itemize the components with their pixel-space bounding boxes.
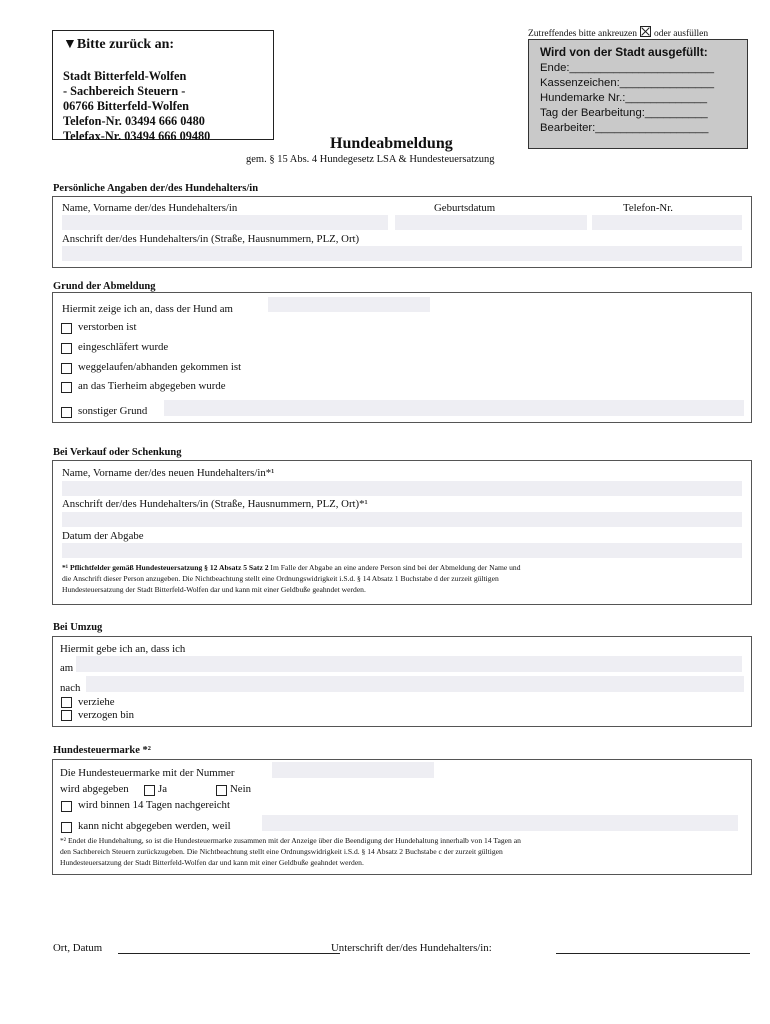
new-owner-field[interactable] — [62, 481, 742, 496]
other-reason-checkbox[interactable] — [61, 407, 72, 418]
phone-label: Telefon-Nr. — [623, 202, 673, 214]
office-row: Kassenzeichen:_______________ — [540, 77, 714, 89]
birthdate-field[interactable] — [395, 215, 587, 230]
tag-footnote-line: Hundesteuersatzung der Stadt Bitterfeld-Wolfen dar und kann mit einer Geldbuße geahndet werden. — [60, 858, 364, 867]
birthdate-label: Geburtsdatum — [434, 202, 496, 214]
place-date-line[interactable] — [118, 953, 340, 954]
move-destination-field[interactable] — [86, 676, 744, 692]
personal-section-label: Persönliche Angaben der/des Hundehalters/in — [53, 183, 259, 194]
sale-section-label: Bei Verkauf oder Schenkung — [53, 447, 182, 458]
return-line: Telefon-Nr. 03494 666 0480 — [63, 114, 205, 128]
page-title: Hundeabmeldung — [330, 135, 453, 152]
euthanized-checkbox[interactable] — [61, 343, 72, 354]
move-date-field[interactable] — [76, 656, 742, 672]
tag-cannot-checkbox[interactable] — [61, 822, 72, 833]
office-row: Ende:_______________________ — [540, 62, 715, 74]
sale-footnote-text: Im Falle der Abgabe an eine andere Person sind bei der Abmeldung der Name und — [268, 563, 521, 572]
tag-number-field[interactable] — [272, 762, 434, 778]
tag-no-checkbox[interactable] — [216, 785, 227, 796]
runaway-checkbox[interactable] — [61, 363, 72, 374]
tag-footnote-line: den Sachbereich Steuern zurückzugeben. Die Nichtbeachtung stellt eine Ordnungswidrigkeit i.S.d. § 14 Absatz 2 Buchstabe c der zurzeit gültigen — [60, 847, 503, 856]
signature-label: Unterschrift der/des Hundehalters/in: — [331, 942, 492, 954]
return-line: Telefax-Nr. 03494 666 09480 — [63, 129, 211, 143]
return-line: Stadt Bitterfeld-Wolfen — [63, 69, 187, 83]
fill-hint — [528, 26, 708, 39]
place-date-label: Ort, Datum — [53, 942, 103, 954]
moving-label: verziehe — [78, 696, 115, 708]
office-row: Bearbeiter:__________________ — [540, 122, 709, 134]
deceased-label: verstorben ist — [78, 321, 137, 333]
move-destination-label: nach — [60, 682, 81, 694]
return-address-box — [52, 30, 274, 143]
tag-no-label: Nein — [230, 783, 251, 795]
hint-right: oder ausfüllen — [654, 29, 709, 39]
crossed-checkbox-icon — [640, 26, 651, 37]
runaway-label: weggelaufen/abhanden gekommen ist — [78, 361, 242, 373]
tag-yes-label: Ja — [158, 783, 167, 795]
new-address-label: Anschrift der/des Hundehalters/in (Straße, Hausnummern, PLZ, Ort)*¹ — [62, 498, 368, 510]
moved-label: verzogen bin — [78, 709, 135, 721]
signature-line[interactable] — [556, 953, 750, 954]
reason-section-label: Grund der Abmeldung — [53, 281, 156, 292]
sale-footnote-bold: *¹ Pflichtfelder gemäß Hundesteuersatzung § 12 Absatz 5 Satz 2 — [62, 563, 269, 572]
office-use-box — [528, 39, 748, 149]
hint-left: Zutreffendes bitte ankreuzen — [528, 29, 638, 39]
shelter-label: an das Tierheim abgegeben wurde — [78, 380, 226, 392]
tag-cannot-reason-field[interactable] — [262, 815, 738, 831]
tag-footnote-line: *² Endet die Hundehaltung, so ist die Hundesteuermarke zusammen mit der Anzeige über die Beendigung der Hundehaltung innerhalb von 14 Tagen an — [60, 836, 521, 845]
tag-number-label: Die Hundesteuermarke mit der Nummer — [60, 767, 235, 779]
office-title: Wird von der Stadt ausgefüllt: — [540, 45, 708, 59]
tag-footnote — [60, 835, 748, 868]
phone-field[interactable] — [592, 215, 742, 230]
new-address-field[interactable] — [62, 512, 742, 527]
shelter-checkbox[interactable] — [61, 382, 72, 393]
move-intro: Hiermit gebe ich an, dass ich — [60, 643, 186, 655]
dog-date-field[interactable] — [268, 297, 430, 312]
sale-footnote — [62, 562, 746, 595]
office-row: Tag der Bearbeitung:__________ — [540, 107, 708, 119]
page-subtitle: gem. § 15 Abs. 4 Hundegesetz LSA & Hundesteuersatzung — [246, 154, 495, 165]
address-label: Anschrift der/des Hundehalters/in (Straße, Hausnummern, PLZ, Ort) — [62, 233, 360, 245]
office-row: Hundemarke Nr.:_____________ — [540, 92, 708, 104]
address-field[interactable] — [62, 246, 742, 261]
tag-yes-checkbox[interactable] — [144, 785, 155, 796]
handover-date-label: Datum der Abgabe — [62, 530, 144, 542]
tag-later-checkbox[interactable] — [61, 801, 72, 812]
move-date-label: am — [60, 662, 74, 674]
other-reason-label: sonstiger Grund — [78, 405, 148, 417]
move-section-label: Bei Umzug — [53, 622, 103, 633]
name-label: Name, Vorname der/des Hundehalters/in — [62, 202, 238, 214]
euthanized-label: eingeschläfert wurde — [78, 341, 169, 353]
tag-cannot-label: kann nicht abgegeben werden, weil — [78, 820, 231, 832]
moved-checkbox[interactable] — [61, 710, 72, 721]
return-heading: ▼Bitte zurück an: — [63, 37, 175, 52]
name-field[interactable] — [62, 215, 388, 230]
return-line: 06766 Bitterfeld-Wolfen — [63, 99, 190, 113]
tag-section-label: Hundesteuermarke *² — [53, 745, 151, 756]
sale-footnote-line: Hundesteuersatzung der Stadt Bitterfeld-Wolfen dar und kann mit einer Geldbuße geahndet werden. — [62, 585, 366, 594]
deceased-checkbox[interactable] — [61, 323, 72, 334]
other-reason-field[interactable] — [164, 400, 744, 416]
tag-later-label: wird binnen 14 Tagen nachgereicht — [78, 799, 230, 811]
return-line: - Sachbereich Steuern - — [63, 84, 186, 98]
reason-intro: Hiermit zeige ich an, dass der Hund am — [62, 303, 233, 315]
tag-returned-label: wird abgegeben — [60, 783, 129, 795]
new-owner-label: Name, Vorname der/des neuen Hundehalters/in*¹ — [62, 467, 275, 479]
handover-date-field[interactable] — [62, 543, 742, 558]
sale-footnote-line: die Anschrift dieser Person anzugeben. Die Nichtbeachtung stellt eine Ordnungswidrigkeit i.S.d. § 14 Absatz 1 Buchstabe d der zurzeit gültigen — [62, 574, 499, 583]
moving-checkbox[interactable] — [61, 697, 72, 708]
